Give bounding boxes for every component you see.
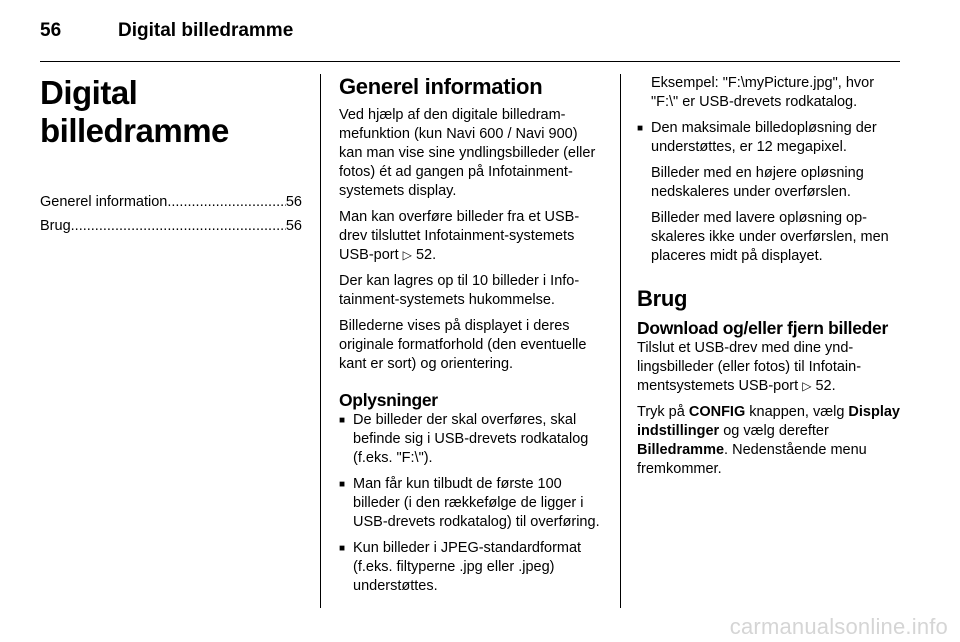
paragraph: Tilslut et USB-drev med dine yndlingsbilleder (eller fotos) til Infotainmentsystemets USB-port ▷ 52. xyxy=(637,340,862,394)
page-reference-link[interactable]: 52. xyxy=(415,247,437,263)
column-general xyxy=(339,74,603,603)
bullet-item: ■ Kun billeder i JPEG-standardformat (f.eks. filtyperne .jpg eller .jpeg) understøttes. xyxy=(339,539,603,596)
column-usage xyxy=(637,74,903,486)
section-heading-usage: Brug xyxy=(637,286,688,311)
toc-label: Generel information xyxy=(40,194,168,210)
picture-frame-label: Billedramme xyxy=(637,442,725,458)
paragraph: Der kan lagres op til 10 billeder i Infotainment-systemets hukommelse. xyxy=(339,273,580,308)
column-divider-2 xyxy=(620,74,621,608)
bullet-continuation: Eksempel: "F:\myPicture.jpg", hvor "F:\" er USB-drevets rodkatalog. xyxy=(651,75,875,110)
column-divider-1 xyxy=(320,74,321,608)
chapter-title: Digital billedramme xyxy=(40,74,229,149)
page-number: 56 xyxy=(40,20,62,41)
bullet-item: ■ Den maksimale billedopløsning der understøttes, er 12 megapixel. xyxy=(637,119,903,157)
subsection-heading-download: Download og/eller fjern billeder xyxy=(637,318,888,338)
paragraph: Tryk på CONFIG knappen, vælg Display indstillinger og vælg derefter Billedramme. Nedenstående menu fremkommer. xyxy=(637,404,901,477)
bullet-continuation: Billeder med en højere opløsning nedskaleres under overførslen. xyxy=(651,165,864,200)
toc-label: Brug xyxy=(40,218,71,234)
display-settings-label: Display indstillinger xyxy=(637,404,901,439)
toc-entry-general[interactable] xyxy=(40,190,302,214)
column-toc xyxy=(40,74,302,238)
bullet-item: ■ De billeder der skal overføres, skal befinde sig i USB-drevets rodkatalog (f.eks. "F:\"). xyxy=(339,411,603,468)
toc-page: 56 xyxy=(285,218,302,234)
watermark: carmanualsonline.info xyxy=(729,614,948,639)
page-reference-icon: ▷ xyxy=(402,248,412,262)
section-heading-general: Generel information xyxy=(339,74,543,99)
subsection-heading-info: Oplysninger xyxy=(339,390,438,410)
toc-page: 56 xyxy=(285,194,302,210)
toc-entry-usage[interactable] xyxy=(40,214,302,238)
paragraph: Ved hjælp af den digitale billedrammefunktion (kun Navi 600 / Navi 900) kan man vise sine yndlingsbilleder (eller fotos) ét ad gangen på Infotainment-systemets display. xyxy=(339,107,596,199)
page-reference-icon: ▷ xyxy=(802,379,812,393)
toc-leader xyxy=(71,214,286,238)
bullet-item: ■ Man får kun tilbudt de første 100 billeder (i den rækkefølge de ligger i USB-drevets rodkatalog) til overføring. xyxy=(339,475,603,532)
page-reference-link[interactable]: 52. xyxy=(815,378,836,394)
config-button-label: CONFIG xyxy=(688,404,746,420)
paragraph: Billederne vises på displayet i deres originale formatforhold (den eventuelle kant er sort) og orientering. xyxy=(339,318,587,372)
paragraph: Man kan overføre billeder fra et USB-drev tilsluttet Infotainment-systemets USB-port ▷ 52. xyxy=(339,209,580,263)
bullet-continuation: Billeder med lavere opløsning opskaleres ikke under overførslen, men placeres midt på displayet. xyxy=(651,210,889,264)
header-divider xyxy=(40,61,900,62)
toc-leader xyxy=(167,190,286,214)
running-title: Digital billedramme xyxy=(118,20,294,41)
page-header xyxy=(40,20,900,60)
